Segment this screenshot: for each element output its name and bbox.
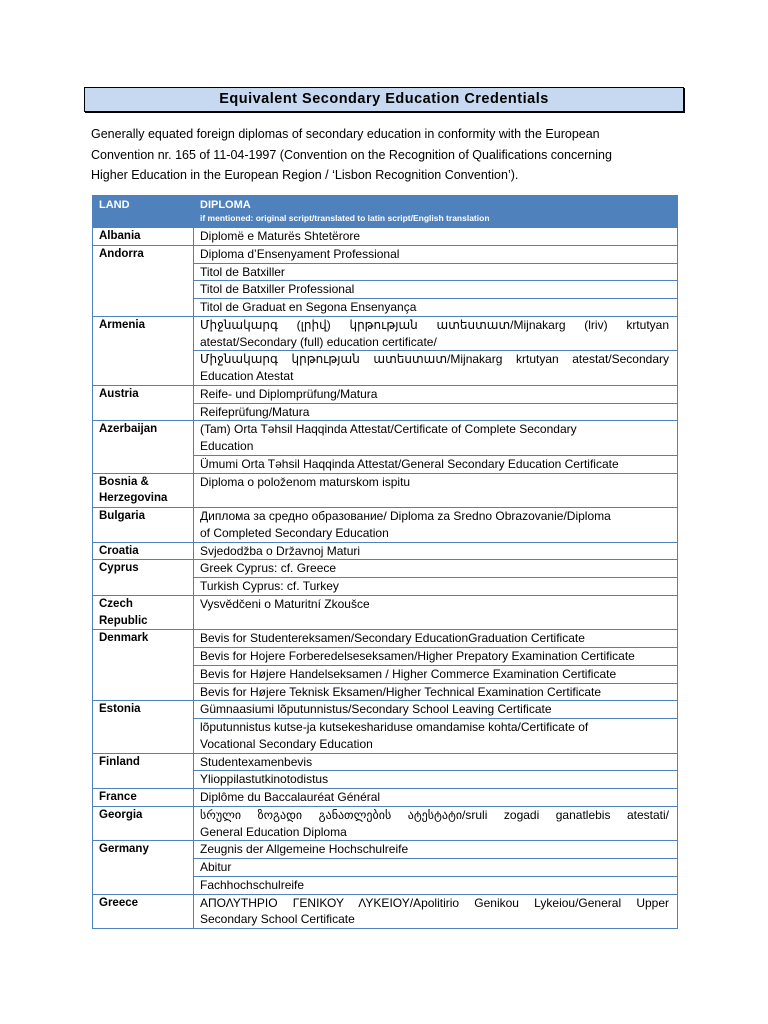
diploma-cell: Titol de Batxiller bbox=[194, 263, 678, 281]
diploma-cell: Zeugnis der Allgemeine Hochschulreife bbox=[194, 841, 678, 859]
diploma-cell: Diplôme du Baccalauréat Général bbox=[194, 789, 678, 807]
diploma-line: Education bbox=[200, 439, 254, 453]
diploma-line: Secondary School Certificate bbox=[200, 912, 355, 927]
diploma-cell: Abitur bbox=[194, 859, 678, 877]
diploma-line: სრული ზოგადი განათლების ატესტატი/sruli zogadi ganatlebis atestati/ bbox=[200, 807, 669, 822]
diploma-cell: Greek Cyprus: cf. Greece bbox=[194, 560, 678, 578]
diploma-line: (Tam) Orta Təhsil Haqqinda Attestat/Certificate of Complete Secondary bbox=[200, 422, 577, 437]
diploma-cell bbox=[194, 806, 678, 841]
table-row bbox=[93, 316, 678, 351]
credentials-table bbox=[92, 195, 678, 929]
diploma-cell: Studentexamenbevis bbox=[194, 753, 678, 771]
column-header-land-label: LAND bbox=[99, 199, 130, 211]
country-cell: Croatia bbox=[93, 542, 194, 560]
country-cell: Albania bbox=[93, 228, 194, 246]
diploma-cell: Gümnaasiumi lõputunnistus/Secondary School Leaving Certificate bbox=[194, 701, 678, 719]
table-row bbox=[93, 789, 678, 807]
diploma-cell: Diploma d’Ensenyament Professional bbox=[194, 245, 678, 263]
diploma-cell bbox=[194, 894, 678, 929]
country-cell: Finland bbox=[93, 753, 194, 789]
diploma-cell bbox=[194, 719, 678, 754]
country-cell: Cyprus bbox=[93, 560, 194, 596]
diploma-cell: Titol de Batxiller Professional bbox=[194, 281, 678, 299]
table-row bbox=[93, 560, 678, 578]
table-row bbox=[93, 894, 678, 929]
diploma-line: atestat/Secondary (full) education certificate/ bbox=[200, 334, 437, 349]
table-row bbox=[93, 595, 678, 630]
diploma-cell: Svjedodžba o Državnoj Maturi bbox=[194, 542, 678, 560]
diploma-cell bbox=[194, 316, 678, 351]
diploma-cell: Diplomë e Maturës Shtetërore bbox=[194, 228, 678, 246]
country-cell: Greece bbox=[93, 894, 194, 929]
diploma-line: of Completed Secondary Education bbox=[200, 525, 389, 540]
diploma-line: Диплома за средно образование/ Diploma za Sredno Obrazovanie/Diploma bbox=[200, 509, 611, 523]
diploma-cell: Reife- und Diplomprüfung/Matura bbox=[194, 385, 678, 403]
diploma-cell: Ümumi Orta Təhsil Haqqinda Attestat/General Secondary Education Certificate bbox=[194, 455, 678, 473]
diploma-line: lõputunnistus kutse-ja kutsekeshariduse omandamise kohta/Certificate of bbox=[200, 720, 589, 734]
country-cell: Georgia bbox=[93, 806, 194, 841]
diploma-cell: Bevis for Højere Handelseksamen / Higher Commerce Examination Certificate bbox=[194, 665, 678, 683]
diploma-line: Vocational Secondary Education bbox=[200, 736, 373, 751]
country-cell: Armenia bbox=[93, 316, 194, 385]
table-row bbox=[93, 630, 678, 648]
diploma-line: Միջնակարգ կրթության ատեստատ/Mijnakarg krtutyan atestat/Secondary bbox=[200, 352, 669, 367]
table-row bbox=[93, 701, 678, 719]
table-row bbox=[93, 841, 678, 859]
diploma-cell: Ylioppilastutkinotodistus bbox=[194, 771, 678, 789]
table-row bbox=[93, 385, 678, 403]
column-header-diploma-label: DIPLOMA bbox=[200, 199, 251, 211]
country-cell: Bosnia & Herzegovina bbox=[93, 473, 194, 508]
column-header-diploma-note: if mentioned: original script/translated to latin script/English translation bbox=[200, 213, 490, 223]
country-cell: Denmark bbox=[93, 630, 194, 701]
table-row bbox=[93, 421, 678, 456]
table-row bbox=[93, 542, 678, 560]
table-row bbox=[93, 245, 678, 263]
table-row bbox=[93, 228, 678, 246]
diploma-line: ΑΠΟΛΥΤΗΡΙΟ ΓΕΝΙΚΟΥ ΛΥΚΕΙΟΥ/Apolitirio Genikou Lykeiou/General Upper bbox=[200, 895, 669, 910]
column-header-diploma bbox=[194, 196, 678, 228]
diploma-cell: Bevis for Højere Teknisk Eksamen/Higher Technical Examination Certificate bbox=[194, 683, 678, 701]
country-cell: Andorra bbox=[93, 245, 194, 316]
diploma-cell: Reifeprüfung/Matura bbox=[194, 403, 678, 421]
table-row bbox=[93, 806, 678, 841]
column-header-land bbox=[93, 196, 194, 228]
diploma-cell bbox=[194, 508, 678, 543]
diploma-cell: Diploma o položenom maturskom ispitu bbox=[194, 473, 678, 508]
table-header-row bbox=[93, 196, 678, 228]
diploma-cell: Vysvědčeni o Maturitní Zkoušce bbox=[194, 595, 678, 630]
country-cell: Bulgaria bbox=[93, 508, 194, 543]
diploma-cell bbox=[194, 421, 678, 456]
country-cell: Germany bbox=[93, 841, 194, 894]
diploma-cell: Bevis for Hojere Forberedelseseksamen/Higher Prepatory Examination Certificate bbox=[194, 648, 678, 666]
table-row bbox=[93, 473, 678, 508]
diploma-cell bbox=[194, 351, 678, 386]
table-row bbox=[93, 753, 678, 771]
diploma-line: General Education Diploma bbox=[200, 824, 347, 839]
page-title: Equivalent Secondary Education Credentials bbox=[84, 87, 684, 112]
diploma-cell: Fachhochschulreife bbox=[194, 876, 678, 894]
country-cell: France bbox=[93, 789, 194, 807]
diploma-cell: Titol de Graduat en Segona Ensenyança bbox=[194, 299, 678, 317]
diploma-line: Education Atestat bbox=[200, 369, 294, 383]
country-cell: Czech Republic bbox=[93, 595, 194, 630]
country-cell: Azerbaijan bbox=[93, 421, 194, 473]
diploma-cell: Turkish Cyprus: cf. Turkey bbox=[194, 578, 678, 596]
intro-paragraph: Generally equated foreign diplomas of secondary education in conformity with the European Convention nr. 165 of 11-04-1997 (Convention on the Recognition of Qualifications concerning Higher Education in the European Region / ‘Lisbon Recognition Convention’). bbox=[91, 127, 612, 182]
diploma-line: Միջնակարգ (լրիվ) կրթության ատեստատ/Mijnakarg (lriv) krtutyan bbox=[200, 317, 669, 332]
table-row bbox=[93, 508, 678, 543]
country-cell: Estonia bbox=[93, 701, 194, 753]
diploma-cell: Bevis for Studentereksamen/Secondary EducationGraduation Certificate bbox=[194, 630, 678, 648]
country-cell: Austria bbox=[93, 385, 194, 421]
